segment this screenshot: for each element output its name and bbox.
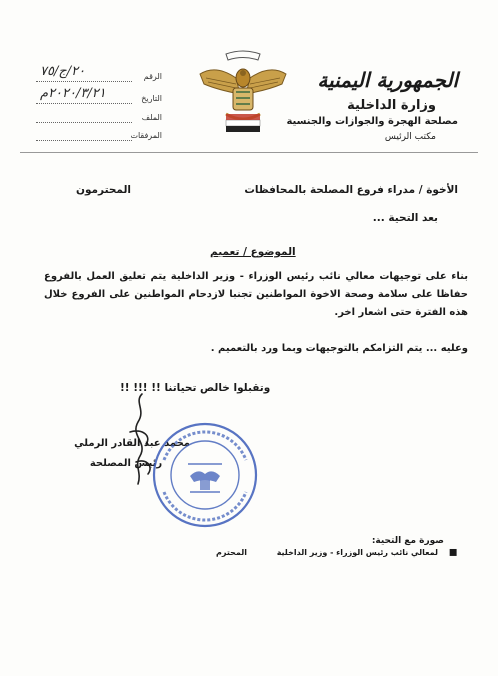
meta-date-label: التاريخ <box>141 94 162 103</box>
copy-recipient: لمعالي نائب رئيس الوزراء - وزير الداخلية <box>276 548 438 557</box>
official-stamp-icon <box>150 420 260 530</box>
header-divider <box>20 152 478 153</box>
copy-respected: المحترم <box>216 548 247 557</box>
header-country: الجمهورية اليمنية <box>317 68 458 92</box>
letter-closing: وتقبلوا خالص تحياتنا !! !!! !! <box>120 382 271 394</box>
meta-number-line <box>36 81 132 82</box>
letter-paragraph-1: بناء على توجيهات معالي نائب رئيس الوزراء - وزير الداخلية يتم تعليق العمل بالفروع حفاظا على سلامة وصحة الاخوة المواطنين تجنبا لازدحام المواطنين على الفروع خلال هذه الفترة حتى اشعار اخر. <box>44 271 468 318</box>
letter-subject: الموضوع / تعميم <box>210 246 296 258</box>
meta-date-line <box>36 103 132 104</box>
header-authority: مصلحة الهجرة والجوازات والجنسية <box>286 116 458 127</box>
meta-date-value: ٢٠٢٠/٣/٢١م <box>40 86 106 101</box>
meta-number-value: ٢٠/ج/٧٥ <box>40 64 86 79</box>
yemen-eagle-emblem-icon <box>196 44 290 144</box>
letter-greeting: بعد التحية ... <box>372 212 438 224</box>
meta-attachments-line <box>36 140 132 141</box>
meta-file-line <box>36 122 132 123</box>
meta-attachments-label: المرفقات <box>130 131 162 140</box>
letter-recipient: الأخوة / مدراء فروع المصلحة بالمحافظات <box>244 184 458 196</box>
header-ministry: وزارة الداخلية <box>347 98 436 113</box>
letter-paragraph-2: وعليه ... يتم التزامكم بالتوجيهات وبما ورد بالتعميم . <box>210 343 468 354</box>
copies-title: صورة مع التحية: <box>371 536 444 546</box>
meta-number-label: الرقم <box>143 72 162 81</box>
bullet-icon: ▪ <box>448 544 458 560</box>
meta-file-label: الملف <box>141 113 162 122</box>
signatory-name: محمد عبد القادر الرملي <box>74 438 190 449</box>
letter-respected: المحترمون <box>76 184 132 196</box>
signatory-title: رئيس المصلحة <box>89 458 163 469</box>
header-office: مكتب الرئيس <box>384 132 436 142</box>
